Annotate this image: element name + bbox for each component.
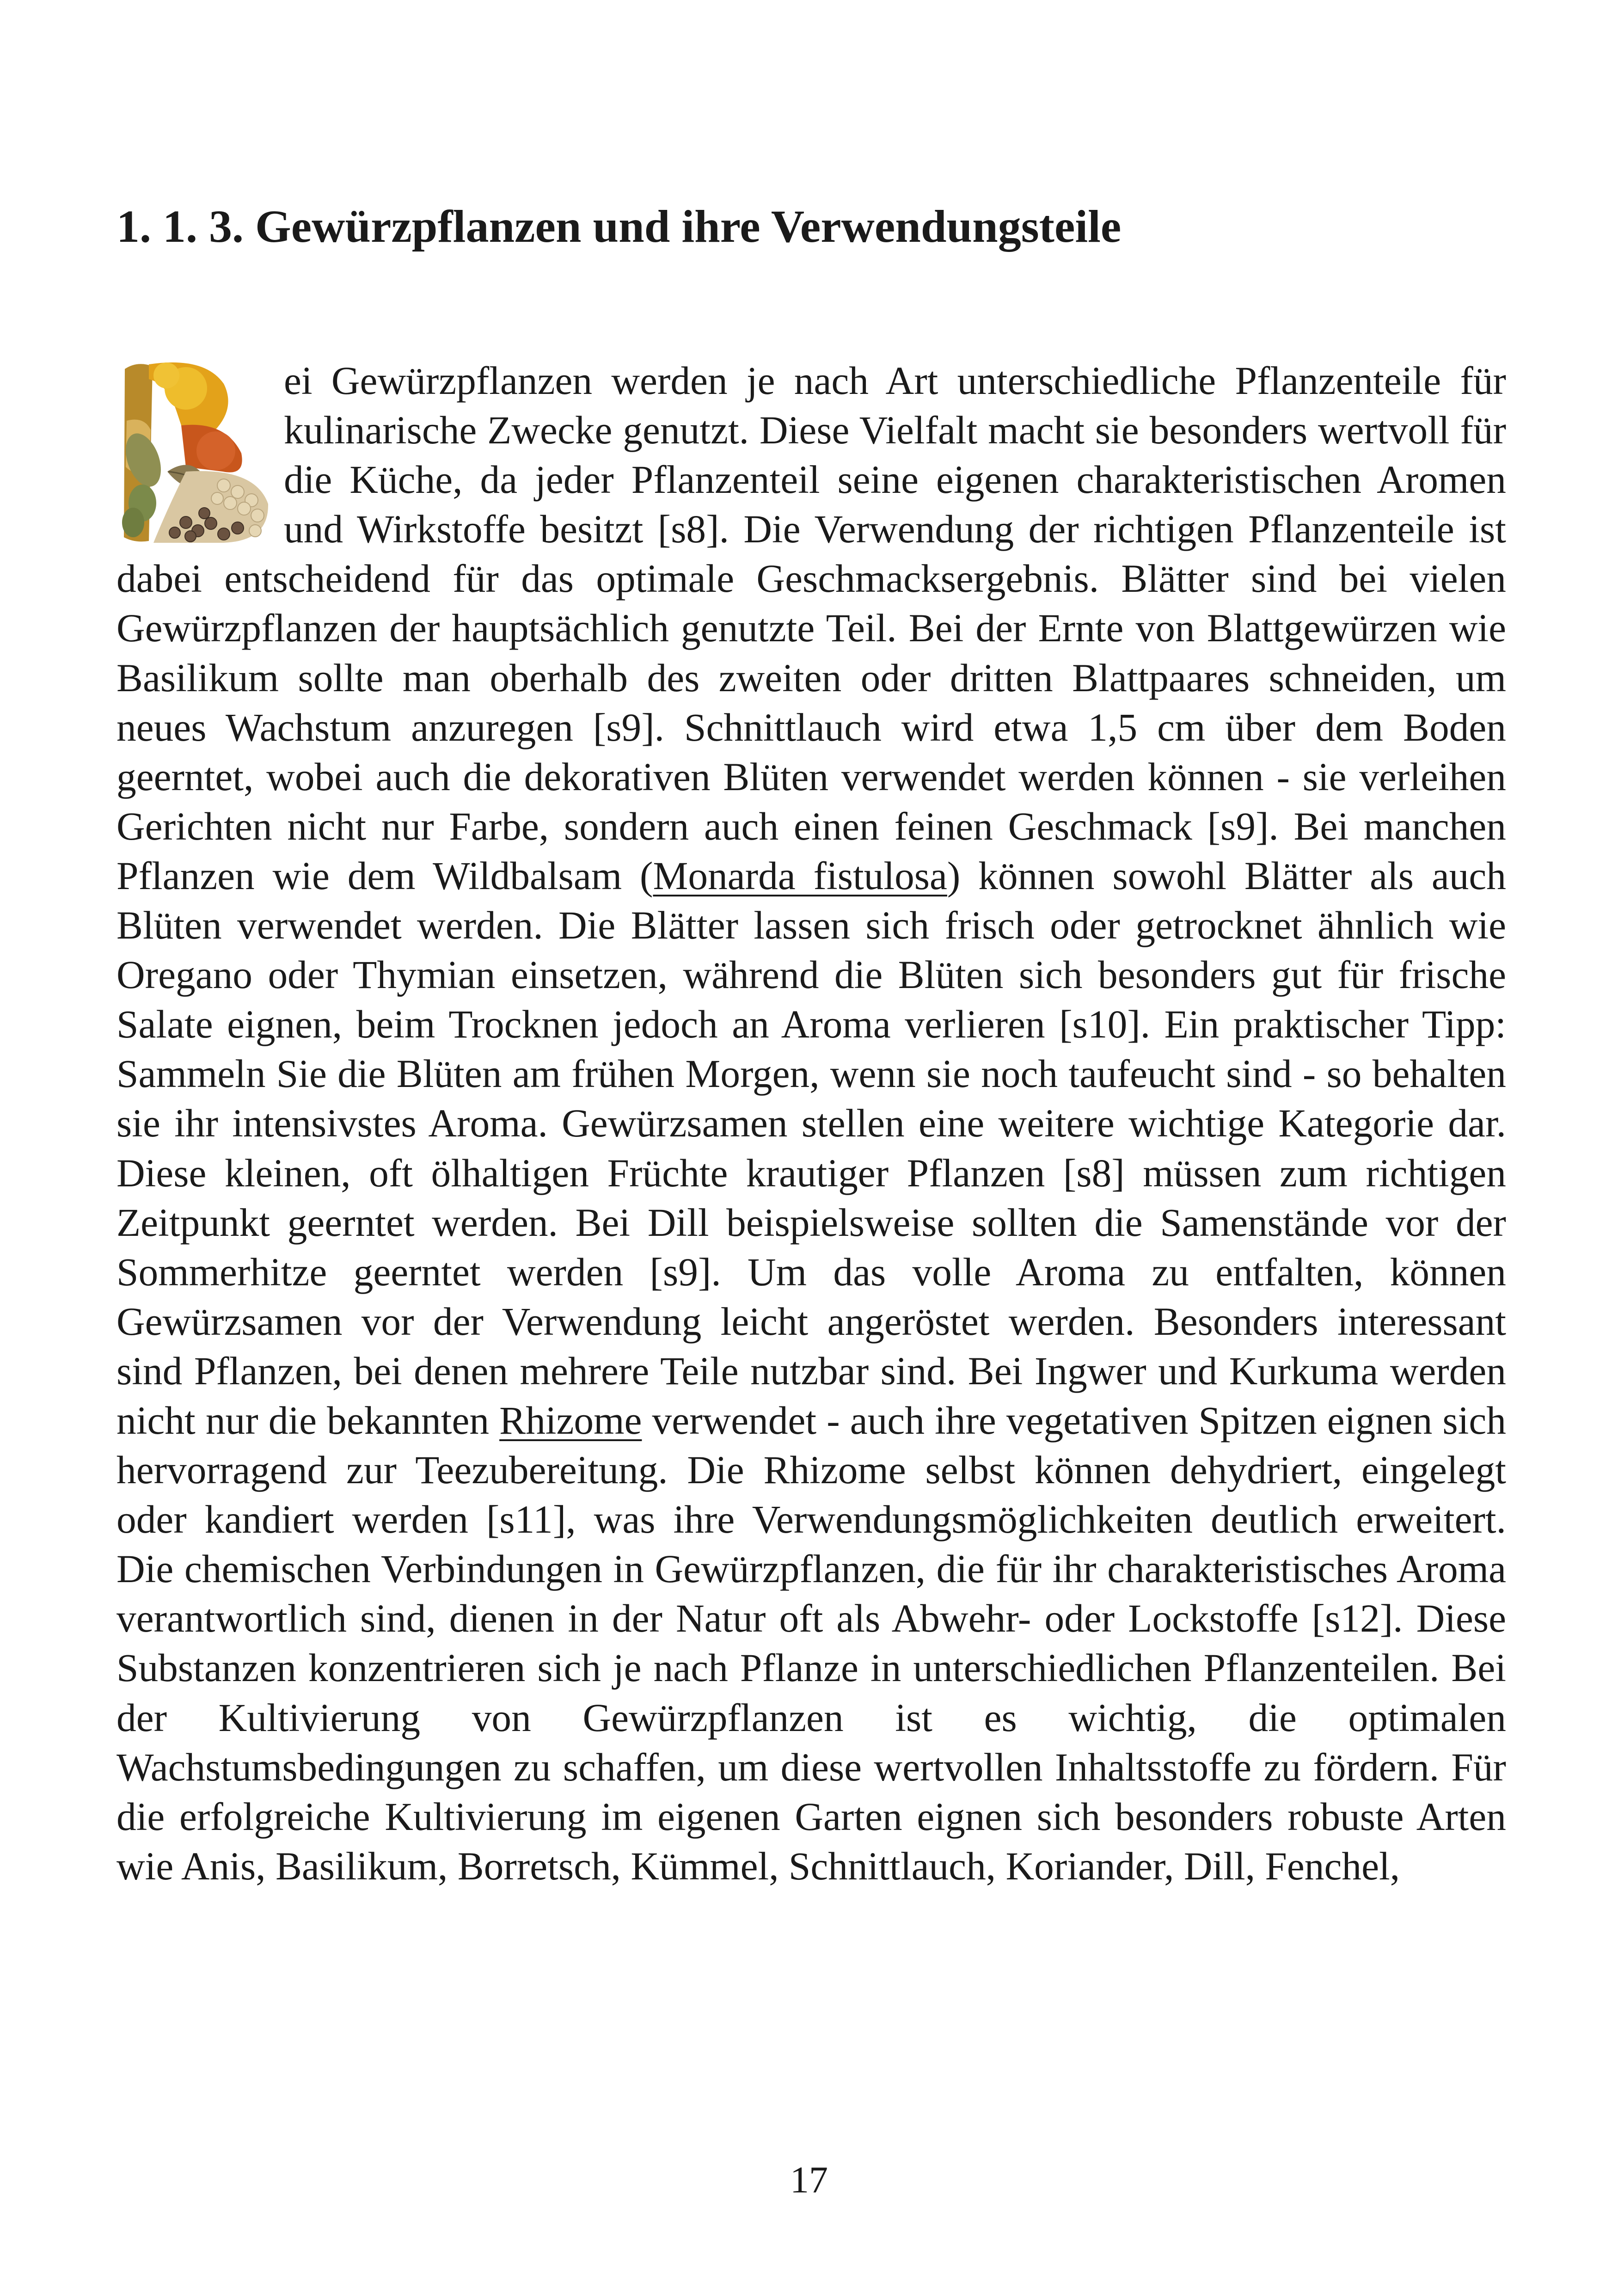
term-monarda-link[interactable]: Monarda fistulosa (653, 854, 947, 898)
page-number: 17 (790, 2159, 828, 2201)
section-heading: 1. 1. 3. Gewürzpflanzen und ihre Verwendungsteile (116, 201, 1122, 252)
paragraph-text-part-2: ) können sowohl Blätter als auch Blüten verwendet werden. Die Blätter lassen sich frisch oder getrocknet ähnlich wie Oregano oder Thymian einsetzen, während die Blüten sich besonders gut für frische Salate eignen, beim Trocknen jedoch an Aroma verlieren [s10]. Ein praktischer Tipp: Sammeln Sie die Blüten am frühen Morgen, wenn sie noch taufeucht sind - so behalten sie ihr intensivstes Aroma. Gewürzsamen stellen eine weitere wichtige Kategorie dar. Diese kleinen, oft ölhaltigen Früchte krautiger Pflanzen [s8] müssen zum richtigen Zeitpunkt geerntet werden. Bei Dill beispielsweise sollten die Samenstände vor der Sommerhitze geerntet werden [s9]. Um das volle Aroma zu entfalten, können Gewürzsamen vor der Verwendung leicht angeröstet werden. Besonders interessant sind Pflanzen, bei denen mehrere Teile nutzbar sind. Bei Ingwer und Kurkuma werden nicht nur die bekannten (116, 854, 1507, 1443)
body-paragraph (116, 356, 1506, 1891)
paragraph-text-part-1: ei Gewürzpflanzen werden je nach Art unterschiedliche Pflanzenteile für kulinarische Zwecke genutzt. Diese Vielfalt macht sie besonders wertvoll für die Küche, da jeder Pflanzenteil seine eigenen charakteristischen Aromen und Wirkstoffe besitzt [s8]. Die Verwendung der richtigen Pflanzenteile ist dabei entscheidend für das optimale Geschmacksergebnis. Blätter sind bei vielen Gewürzpflanzen der hauptsächlich genutzte Teil. Bei der Ernte von Blattgewürzen wie Basilikum sollte man oberhalb des zweiten oder dritten Blattpaares schneiden, um neues Wachstum anzuregen [s9]. Schnittlauch wird etwa 1,5 cm über dem Boden geerntet, wobei auch die dekorativen Blüten verwendet werden können - sie verleihen Gerichten nicht nur Farbe, sondern auch einen feinen Geschmack [s9]. Bei manchen Pflanzen wie dem Wildbalsam ( (116, 359, 1506, 898)
paragraph-text-part-3: verwendet - auch ihre vegetativen Spitzen eignen sich hervorragend zur Teezubereitung. Die Rhizome selbst können dehydriert, eingelegt oder kandiert werden [s11], was ihre Verwendungsmöglichkeiten deutlich erweitert. Die chemischen Verbindungen in Gewürzpflanzen, die für ihr charakteristisches Aroma verantwortlich sind, dienen in der Natur oft als Abwehr- oder Lockstoffe [s12]. Diese Substanzen konzentrieren sich je nach Pflanze in unterschiedlichen Pflanzenteilen. Bei der Kultivierung von Gewürzpflanzen ist es wichtig, die optimalen Wachstumsbedingungen zu schaffen, um diese wertvollen Inhaltsstoffe zu fördern. Für die erfolgreiche Kultivierung im eigenen Garten eignen sich besonders robuste Arten wie Anis, Basilikum, Borretsch, Kümmel, Schnittlauch, Koriander, Dill, Fenchel, (116, 1399, 1506, 1888)
term-rhizome-link[interactable]: Rhizome (499, 1399, 642, 1443)
dropcap-space (116, 356, 284, 554)
